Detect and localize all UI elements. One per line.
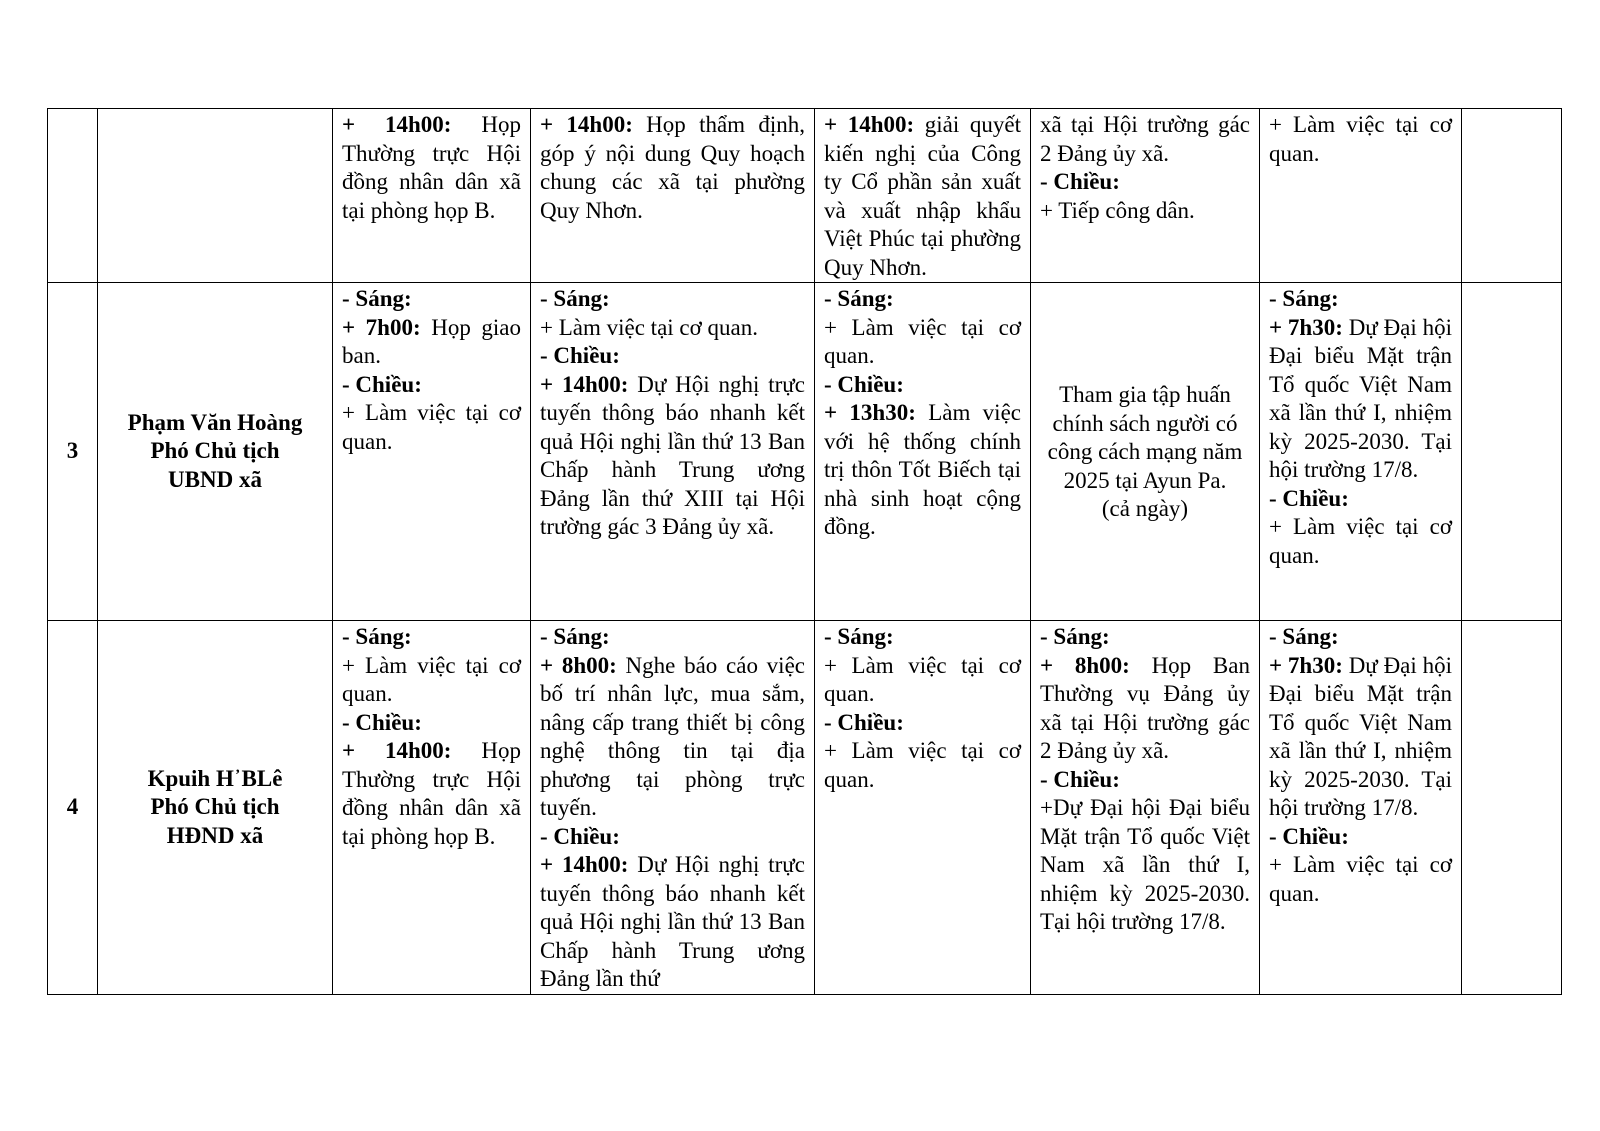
schedule-line (540, 851, 805, 994)
schedule-cell-fri (1260, 283, 1462, 621)
schedule-line-heading: + 14h00: (540, 112, 633, 137)
schedule-line (540, 652, 805, 823)
schedule-line (540, 371, 805, 542)
schedule-line (342, 314, 521, 371)
schedule-line (342, 371, 521, 400)
schedule-line-text: Dự Hội nghị trực tuyến thông báo nhanh kết quả Hội nghị lần thứ 13 Ban Chấp hành Trung ương Đảng lần thứ XIII tại Hội trường gác 3 Đảng ủy xã. (540, 371, 805, 539)
schedule-line (824, 399, 1021, 542)
schedule-line-heading: + 8h00: (1040, 652, 1130, 678)
schedule-cell-mon (333, 109, 531, 283)
row-number (48, 109, 98, 283)
schedule-line-heading: - Chiều: (1269, 485, 1349, 511)
schedule-line-heading: + 8h00: (540, 652, 617, 678)
schedule-line (1040, 766, 1250, 795)
schedule-cell-tue (531, 109, 815, 283)
schedule-line-text: (cả ngày) (1101, 496, 1189, 522)
schedule-line-heading: - Chiều: (1040, 169, 1120, 194)
schedule-line (1269, 485, 1452, 514)
schedule-line (1269, 285, 1452, 314)
schedule-line-heading: - Sáng: (342, 286, 412, 311)
schedule-line (824, 623, 1021, 652)
table-row (48, 283, 1562, 621)
schedule-line-text: Dự Đại hội Đại biểu Mặt trận Tổ quốc Việt Nam xã lần thứ I, nhiệm kỳ 2025-2030. Tại hội trường 17/8. (1269, 652, 1452, 820)
schedule-line-text: Họp Ban Thường vụ Đảng ủy xã tại Hội trường gác 2 Đảng ủy xã. (1040, 652, 1250, 763)
schedule-cell-thu (1031, 621, 1260, 995)
schedule-line-text: Họp giao ban. (342, 314, 521, 368)
schedule-line (1040, 168, 1250, 197)
schedule-line (342, 285, 521, 314)
schedule-line-heading: + 14h00: (342, 112, 452, 137)
schedule-line-heading: - Chiều: (540, 823, 620, 849)
schedule-line-text: Họp thẩm định, góp ý nội dung Quy hoạch chung các xã tại phường Quy Nhơn. (540, 112, 805, 223)
table-row (48, 109, 1562, 283)
schedule-line-text: + Làm việc tại cơ quan. (1269, 112, 1452, 166)
schedule-line (540, 623, 805, 652)
schedule-line-heading: - Chiều: (342, 709, 422, 735)
schedule-line (824, 652, 1021, 709)
schedule-line-text: giải quyết kiến nghị của Công ty Cổ phần sản xuất và xuất nhập khẩu Việt Phúc tại phường Quy Nhơn. (824, 112, 1021, 280)
schedule-cell-mon (333, 621, 531, 995)
person-title: UBND xã (168, 466, 262, 492)
schedule-line (342, 709, 521, 738)
schedule-line-heading: - Sáng: (1269, 624, 1339, 649)
schedule-line (540, 285, 805, 314)
schedule-line-heading: + 13h30: (824, 400, 916, 425)
schedule-cell-tue (531, 283, 815, 621)
schedule-line (342, 737, 521, 851)
schedule-line (342, 399, 521, 456)
schedule-line-heading: + 7h00: (342, 314, 421, 340)
schedule-line-heading: + 14h00: (540, 852, 629, 877)
schedule-line-heading: - Chiều: (342, 371, 422, 397)
schedule-line-heading: - Sáng: (824, 286, 894, 311)
schedule-line (1040, 197, 1250, 226)
schedule-line (824, 111, 1021, 282)
person-cell (98, 109, 333, 283)
schedule-line-heading: - Sáng: (540, 286, 610, 311)
person-cell (98, 283, 333, 621)
person-cell (98, 621, 333, 995)
schedule-line-text: + Làm việc tại cơ quan. (342, 400, 521, 454)
row-number: 3 (48, 283, 98, 621)
schedule-line-text: + Làm việc tại cơ quan. (1269, 852, 1452, 906)
schedule-line (1040, 495, 1250, 524)
schedule-cell-fri (1260, 109, 1462, 283)
schedule-line (1040, 111, 1250, 168)
schedule-line-heading: - Sáng: (342, 624, 412, 649)
schedule-line (342, 623, 521, 652)
schedule-line-text: + Làm việc tại cơ quan. (824, 652, 1021, 706)
schedule-cell-tue (531, 621, 815, 995)
person-title: Phó Chủ tịch (150, 438, 280, 464)
person-title: Phó Chủ tịch (150, 794, 280, 819)
schedule-line (1040, 794, 1250, 937)
schedule-line (1269, 851, 1452, 908)
schedule-cell-thu (1031, 283, 1260, 621)
schedule-line-heading: + 14h00: (342, 738, 452, 763)
schedule-line (824, 285, 1021, 314)
schedule-line-heading: - Chiều: (1040, 766, 1120, 792)
schedule-line-text: + Làm việc tại cơ quan. (824, 314, 1021, 368)
schedule-line-text: Họp Thường trực Hội đồng nhân dân xã tại phòng họp B. (342, 112, 521, 223)
schedule-line-text: Dự Hội nghị trực tuyến thông báo nhanh kết quả Hội nghị lần thứ 13 Ban Chấp hành Trung ương Đảng lần thứ (540, 852, 805, 991)
schedule-line (1269, 652, 1452, 823)
schedule-line-heading: - Sáng: (1269, 286, 1339, 311)
schedule-line-heading: - Chiều: (1269, 823, 1349, 849)
schedule-cell-wed (815, 621, 1031, 995)
schedule-line-text: + Làm việc tại cơ quan. (540, 314, 758, 340)
schedule-line-text: + Tiếp công dân. (1040, 197, 1195, 223)
person-title: HĐND xã (166, 822, 264, 848)
schedule-line-text: Nghe báo cáo việc bố trí nhân lực, mua sắm, nâng cấp trang thiết bị công nghệ thông tin tại địa phương tại phòng trực tuyến. (540, 652, 805, 820)
schedule-cell-fri (1260, 621, 1462, 995)
schedule-line (1040, 623, 1250, 652)
schedule-line-heading: - Chiều: (824, 709, 904, 735)
schedule-cell-note (1462, 621, 1562, 995)
schedule-line (824, 371, 1021, 400)
schedule-line (540, 342, 805, 371)
schedule-line (1040, 652, 1250, 766)
schedule-line (1269, 823, 1452, 852)
schedule-line (342, 111, 521, 225)
schedule-line (540, 111, 805, 225)
schedule-line (1040, 381, 1250, 495)
row-number: 4 (48, 621, 98, 995)
schedule-line-heading: + 14h00: (540, 371, 629, 397)
schedule-line-heading: - Chiều: (824, 371, 904, 397)
schedule-line (824, 737, 1021, 794)
person-name: Phạm Văn Hoàng (127, 409, 303, 435)
schedule-line-heading: + 7h30: (1269, 314, 1343, 340)
schedule-line-text: +Dự Đại hội Đại biểu Mặt trận Tổ quốc Việt Nam xã lần thứ I, nhiệm kỳ 2025-2030. Tại hội trường 17/8. (1040, 795, 1250, 934)
schedule-line-text: Họp Thường trực Hội đồng nhân dân xã tại phòng họp B. (342, 738, 521, 849)
schedule-cell-wed (815, 109, 1031, 283)
schedule-line-heading: - Sáng: (1040, 624, 1110, 649)
schedule-line (1269, 314, 1452, 485)
schedule-cell-wed (815, 283, 1031, 621)
schedule-line (540, 314, 805, 343)
schedule-line-text: Tham gia tập huấn chính sách người có công cách mạng năm 2025 tại Ayun Pa. (1047, 382, 1243, 493)
schedule-line-heading: - Sáng: (824, 624, 894, 649)
schedule-cell-note (1462, 109, 1562, 283)
schedule-line-heading: - Sáng: (540, 624, 610, 649)
schedule-line (824, 314, 1021, 371)
schedule-table (47, 108, 1562, 995)
schedule-body (48, 109, 1562, 995)
schedule-line-text: Làm việc với hệ thống chính trị thôn Tốt Biếch tại nhà sinh hoạt cộng đồng. (824, 400, 1021, 539)
table-row (48, 621, 1562, 995)
schedule-line-text: + Làm việc tại cơ quan. (1269, 514, 1452, 568)
person-name: Kpuih H᾽BLê (147, 765, 283, 791)
schedule-line (540, 823, 805, 852)
schedule-cell-thu (1031, 109, 1260, 283)
schedule-line (824, 709, 1021, 738)
schedule-line-text: xã tại Hội trường gác 2 Đảng ủy xã. (1040, 112, 1250, 166)
schedule-line-text: + Làm việc tại cơ quan. (342, 652, 521, 706)
schedule-line (342, 652, 521, 709)
schedule-line (1269, 623, 1452, 652)
schedule-line-text: + Làm việc tại cơ quan. (824, 738, 1021, 792)
schedule-cell-note (1462, 283, 1562, 621)
schedule-line-heading: + 7h30: (1269, 652, 1343, 678)
schedule-line-heading: - Chiều: (540, 343, 620, 368)
schedule-line (1269, 513, 1452, 570)
schedule-line-heading: + 14h00: (824, 112, 915, 137)
schedule-line (1269, 111, 1452, 168)
schedule-line-text: Dự Đại hội Đại biểu Mặt trận Tổ quốc Việt Nam xã lần thứ I, nhiệm kỳ 2025-2030. Tại hội trường 17/8. (1269, 314, 1452, 482)
schedule-cell-mon (333, 283, 531, 621)
